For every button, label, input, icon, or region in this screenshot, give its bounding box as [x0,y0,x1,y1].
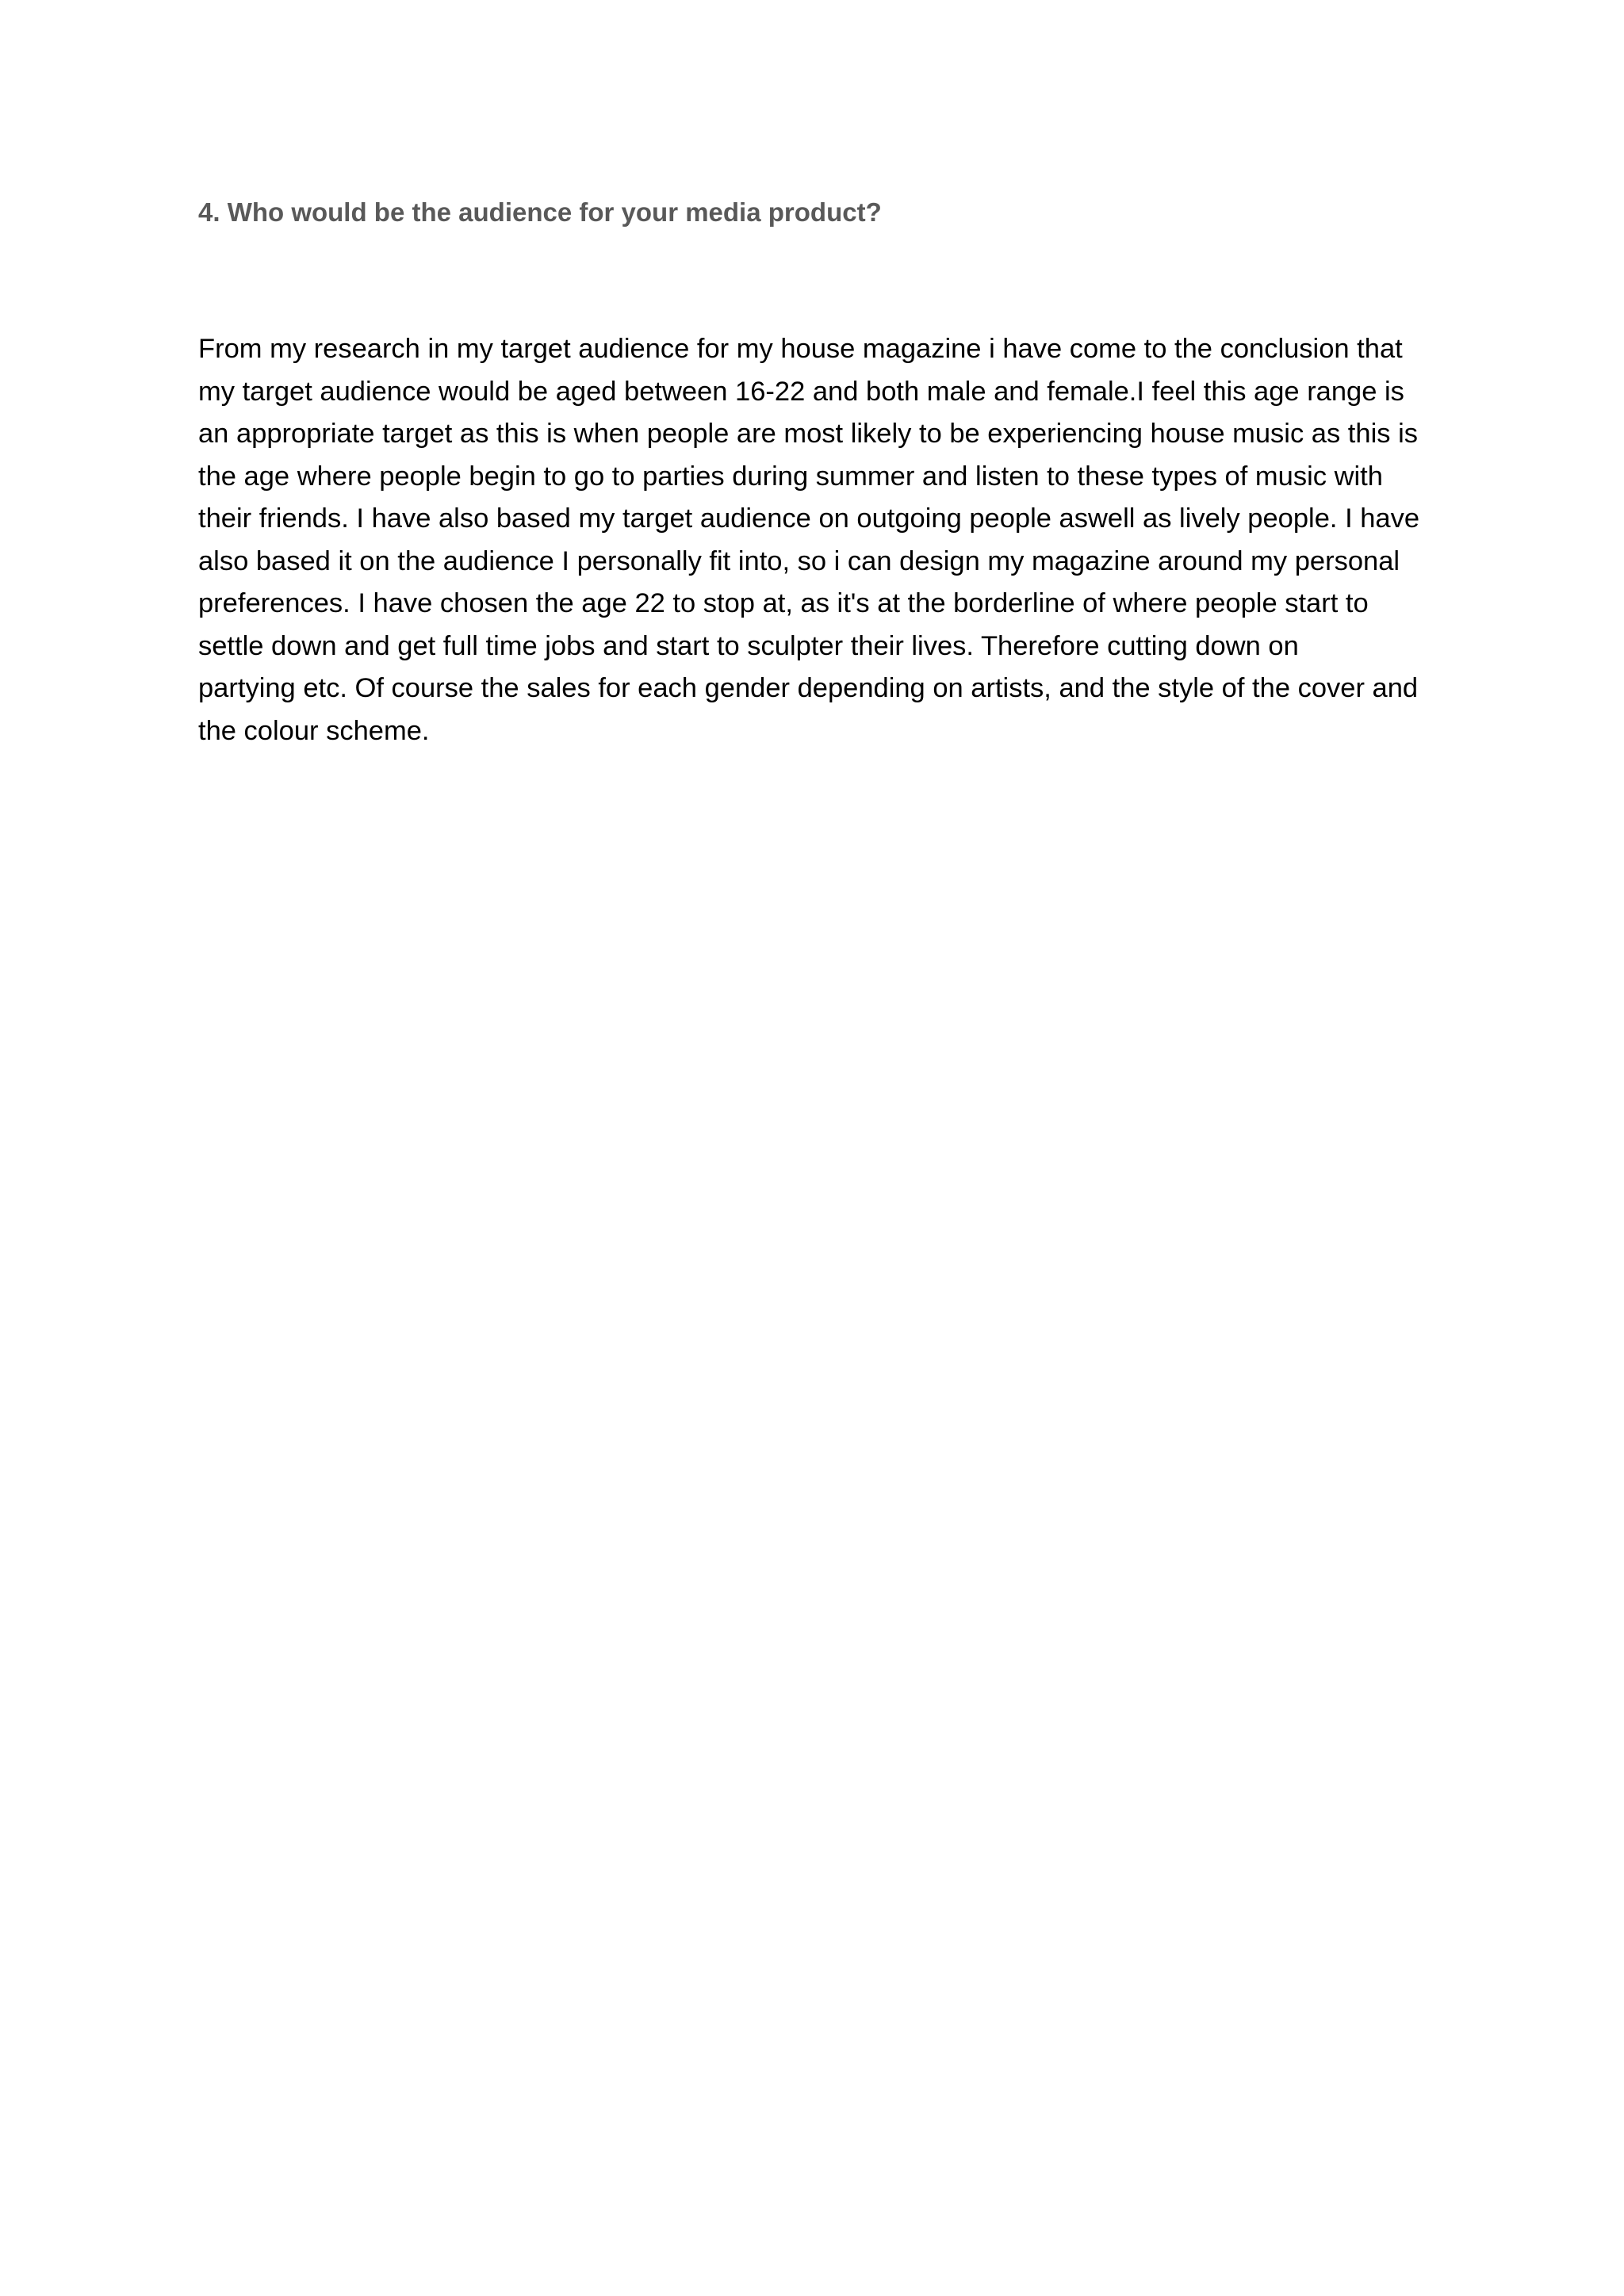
answer-line: From my research in my target audience for my house magazine i have come to the conclusion that [198,334,1403,364]
answer-line: also based it on the audience I personally fit into, so i can design my magazine around my personal [198,545,1400,576]
answer-line: the colour scheme. [198,715,430,746]
answer-line: partying etc. Of course the sales for each gender depending on artists, and the style of the cover and [198,673,1419,703]
question-heading: 4. Who would be the audience for your media product? [198,197,882,227]
answer-paragraph [198,328,1483,752]
answer-line: settle down and get full time jobs and start to sculpter their lives. Therefore cutting down on [198,630,1299,661]
answer-line: preferences. I have chosen the age 22 to stop at, as it's at the borderline of where people start to [198,588,1369,618]
answer-line: their friends. I have also based my target audience on outgoing people aswell as lively people. I have [198,503,1420,534]
answer-line: the age where people begin to go to parties during summer and listen to these types of music with [198,461,1383,492]
answer-line: an appropriate target as this is when people are most likely to be experiencing house music as this is [198,419,1418,449]
answer-line: my target audience would be aged between 16-22 and both male and female.I feel this age range is [198,376,1404,407]
